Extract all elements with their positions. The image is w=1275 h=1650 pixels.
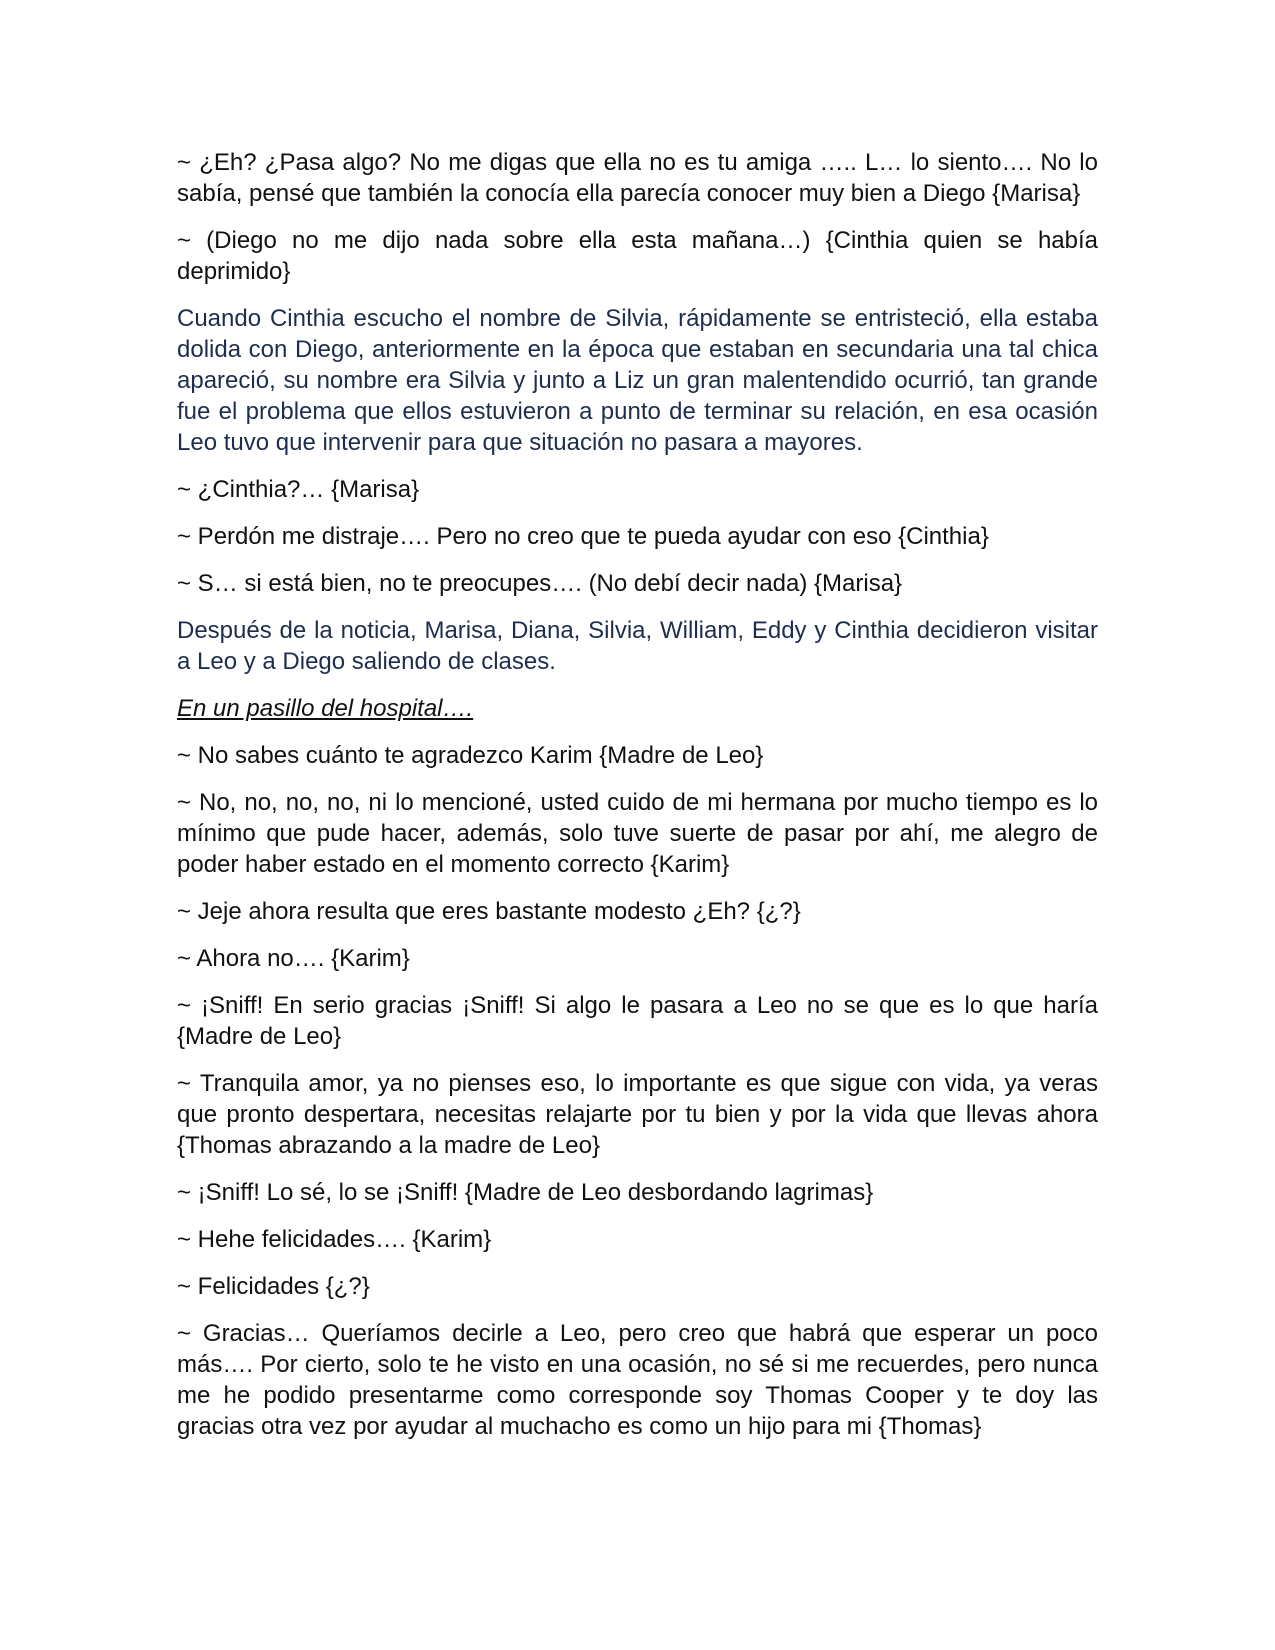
dialogue-line: ~ Ahora no…. {Karim} <box>177 945 410 972</box>
dialogue-line: ~ No, no, no, no, ni lo mencioné, usted cuido de mi hermana por mucho tiempo es lo mínimo que pude hacer, además, solo tuve suerte de pasar por ahí, me alegro de poder haber estado en el momento correcto {Karim} <box>177 789 1098 878</box>
dialogue-line: ~ Jeje ahora resulta que eres bastante modesto ¿Eh? {¿?} <box>177 898 801 925</box>
dialogue-line: ~ ¿Cinthia?… {Marisa} <box>177 476 420 503</box>
scene-heading: En un pasillo del hospital…. <box>177 695 474 722</box>
narration-paragraph: Después de la noticia, Marisa, Diana, Silvia, William, Eddy y Cinthia decidieron visitar a Leo y a Diego saliendo de clases. <box>177 617 1098 675</box>
narration-paragraph: Cuando Cinthia escucho el nombre de Silvia, rápidamente se entristeció, ella estaba dolida con Diego, anteriormente en la época que estaban en secundaria una tal chica apareció, su nombre era Silvia y junto a Liz un gran malentendido ocurrió, tan grande fue el problema que ellos estuvieron a punto de terminar su relación, en esa ocasión Leo tuvo que intervenir para que situación no pasara a mayores. <box>177 305 1098 456</box>
dialogue-line: ~ No sabes cuánto te agradezco Karim {Madre de Leo} <box>177 742 764 769</box>
dialogue-line: ~ ¡Sniff! Lo sé, lo se ¡Sniff! {Madre de Leo desbordando lagrimas} <box>177 1179 874 1206</box>
dialogue-line: ~ S… si está bien, no te preocupes…. (No debí decir nada) {Marisa} <box>177 570 903 597</box>
dialogue-line: ~ Gracias… Queríamos decirle a Leo, pero creo que habrá que esperar un poco más…. Por cierto, solo te he visto en una ocasión, no sé si me recuerdes, pero nunca me he podido presentarme como corresponde soy Thomas Cooper y te doy las gracias otra vez por ayudar al muchacho es como un hijo para mi {Thomas} <box>177 1320 1098 1440</box>
dialogue-line: ~ Felicidades {¿?} <box>177 1273 370 1300</box>
dialogue-line: ~ ¿Eh? ¿Pasa algo? No me digas que ella no es tu amiga ….. L… lo siento…. No lo sabía, pensé que también la conocía ella parecía conocer muy bien a Diego {Marisa} <box>177 149 1098 207</box>
dialogue-line: ~ ¡Sniff! En serio gracias ¡Sniff! Si algo le pasara a Leo no se que es lo que haría {Madre de Leo} <box>177 992 1098 1050</box>
dialogue-line: ~ Hehe felicidades…. {Karim} <box>177 1226 492 1253</box>
dialogue-line: ~ (Diego no me dijo nada sobre ella esta mañana…) {Cinthia quien se había deprimido} <box>177 227 1098 285</box>
page-body <box>177 147 1098 1458</box>
dialogue-line: ~ Perdón me distraje…. Pero no creo que te pueda ayudar con eso {Cinthia} <box>177 523 989 550</box>
dialogue-line: ~ Tranquila amor, ya no pienses eso, lo importante es que sigue con vida, ya veras que pronto despertara, necesitas relajarte por tu bien y por la vida que llevas ahora {Thomas abrazando a la madre de Leo} <box>177 1070 1098 1159</box>
